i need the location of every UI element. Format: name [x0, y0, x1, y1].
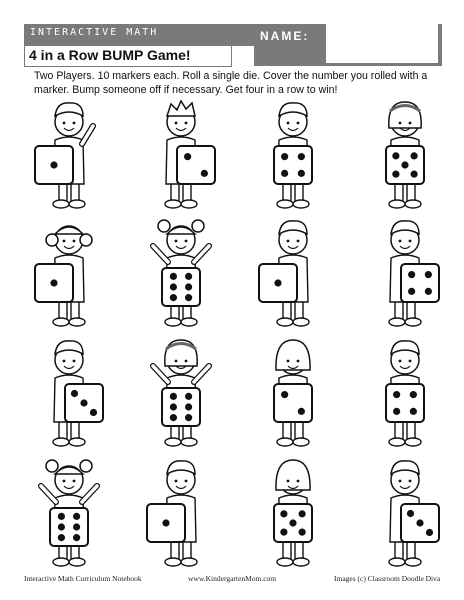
die-pip — [393, 408, 400, 415]
kid-with-die — [360, 336, 450, 452]
kid-illustration — [24, 456, 114, 572]
footer-center: www.KindergartenMom.com — [188, 574, 277, 583]
die-pip — [410, 391, 417, 398]
name-label: NAME: — [260, 29, 310, 43]
kid-illustration — [136, 216, 226, 332]
kid-illustration — [24, 216, 114, 332]
die-pip — [299, 529, 306, 536]
kid-illustration — [24, 98, 114, 214]
die — [386, 384, 424, 422]
die — [177, 146, 215, 184]
kid-with-die — [24, 336, 114, 452]
die-pip — [73, 513, 80, 520]
die-pip — [425, 271, 432, 278]
die-pip — [73, 534, 80, 541]
page-title: 4 in a Row BUMP Game! — [29, 47, 191, 63]
die-pip — [185, 403, 192, 410]
die-pip — [411, 171, 418, 178]
die — [147, 504, 185, 542]
die-pip — [170, 283, 177, 290]
die-pip — [185, 283, 192, 290]
die-pip — [50, 161, 57, 168]
die — [401, 504, 439, 542]
die-pip — [71, 390, 78, 397]
kid-with-die — [360, 216, 450, 332]
die — [274, 384, 312, 422]
kid-illustration — [24, 336, 114, 452]
die — [259, 264, 297, 302]
die — [401, 264, 439, 302]
die-pip — [58, 523, 65, 530]
kid-illustration — [360, 336, 450, 452]
die — [35, 264, 73, 302]
die-pip — [410, 408, 417, 415]
die-pip — [162, 519, 169, 526]
instructions: Two Players. 10 markers each. Roll a single die. Cover the number you rolled with a marker. Bump someone off if necessary. Get four in a row to win! — [34, 70, 428, 96]
die-pip — [298, 153, 305, 160]
die — [50, 508, 88, 546]
die-pip — [425, 288, 432, 295]
die-pip — [170, 403, 177, 410]
die — [274, 146, 312, 184]
kid-illustration — [360, 98, 450, 214]
die-pip — [280, 529, 287, 536]
die-pip — [281, 153, 288, 160]
die-pip — [281, 391, 288, 398]
kid-with-die — [24, 456, 114, 572]
die-pip — [90, 409, 97, 416]
kid-with-die — [136, 216, 226, 332]
die-pip — [201, 170, 208, 177]
kid-with-die — [248, 336, 338, 452]
die-pip — [298, 408, 305, 415]
kid-illustration — [136, 98, 226, 214]
kid-illustration — [136, 336, 226, 452]
kid-with-die — [136, 336, 226, 452]
kid-illustration — [360, 456, 450, 572]
die-pip — [407, 510, 414, 517]
die-pip — [411, 152, 418, 159]
die-pip — [299, 510, 306, 517]
kid-with-die — [360, 98, 450, 214]
die — [274, 504, 312, 542]
die-pip — [170, 393, 177, 400]
die-pip — [185, 414, 192, 421]
die-pip — [50, 279, 57, 286]
die-pip — [58, 534, 65, 541]
kid-with-die — [136, 98, 226, 214]
die-pip — [185, 393, 192, 400]
kid-illustration — [248, 336, 338, 452]
header-label: INTERACTIVE MATH — [30, 27, 159, 38]
die — [162, 268, 200, 306]
kid-with-die — [24, 98, 114, 214]
header-bar — [24, 24, 442, 46]
die-pip — [392, 171, 399, 178]
die — [35, 146, 73, 184]
kid-with-die — [360, 456, 450, 572]
die-pip — [392, 152, 399, 159]
die-pip — [170, 414, 177, 421]
kid-illustration — [136, 456, 226, 572]
die-pip — [58, 513, 65, 520]
die-pip — [426, 529, 433, 536]
die — [65, 384, 103, 422]
name-box — [254, 24, 442, 66]
kid-illustration — [248, 216, 338, 332]
game-board — [24, 98, 444, 570]
kid-with-die — [248, 98, 338, 214]
die-pip — [281, 170, 288, 177]
die-pip — [73, 523, 80, 530]
die-pip — [280, 510, 287, 517]
die-pip — [184, 153, 191, 160]
footer-left: Interactive Math Curriculum Notebook — [24, 574, 142, 583]
die — [162, 388, 200, 426]
kid-with-die — [248, 456, 338, 572]
kid-illustration — [248, 98, 338, 214]
title-box — [24, 46, 232, 67]
die-pip — [416, 519, 423, 526]
kid-with-die — [248, 216, 338, 332]
footer-right: Images (c) Classroom Doodle Diva — [334, 574, 441, 583]
kid-with-die — [136, 456, 226, 572]
kid-illustration — [360, 216, 450, 332]
kid-illustration — [248, 456, 338, 572]
die-pip — [170, 294, 177, 301]
die-pip — [80, 399, 87, 406]
die-pip — [274, 279, 281, 286]
die-pip — [170, 273, 177, 280]
die-pip — [185, 294, 192, 301]
die-pip — [185, 273, 192, 280]
die-pip — [408, 271, 415, 278]
name-field[interactable] — [326, 24, 438, 63]
die-pip — [298, 170, 305, 177]
die-pip — [408, 288, 415, 295]
die-pip — [401, 161, 408, 168]
die-pip — [289, 519, 296, 526]
die — [386, 146, 424, 184]
kid-with-die — [24, 216, 114, 332]
die-pip — [393, 391, 400, 398]
